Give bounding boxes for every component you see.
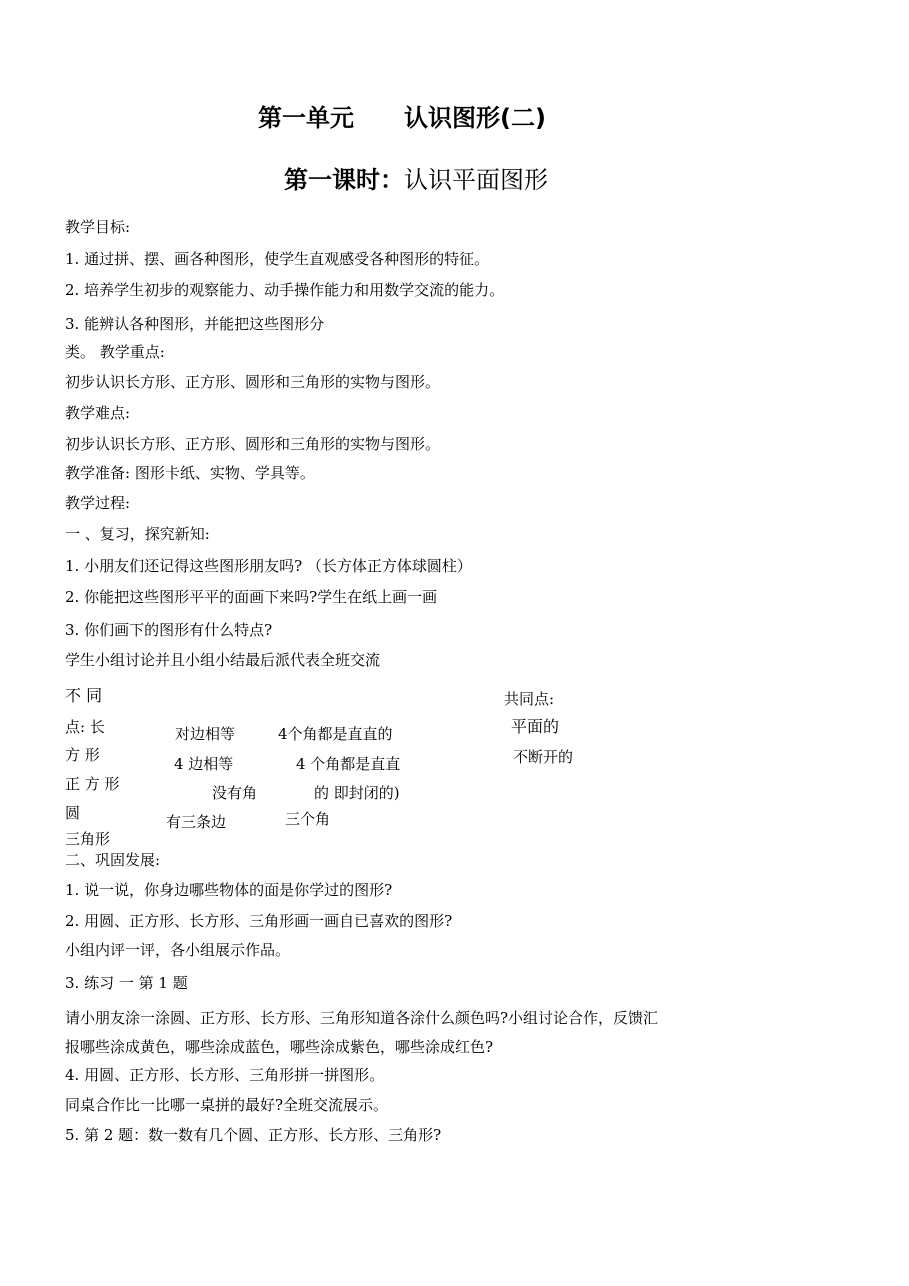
practice-2: 2. 用圆、正方形、长方形、三角形画一画自已喜欢的图形? <box>65 912 453 930</box>
question-3: 3. 你们画下的图形有什么特点? <box>65 621 273 639</box>
lesson-title <box>284 166 548 194</box>
goals-heading: 教学目标: <box>65 218 131 236</box>
difference-label-2: 点: 长 <box>65 718 105 736</box>
process-heading: 教学过程: <box>65 494 131 512</box>
practice-3: 3. 练习 一 第 1 题 <box>65 974 188 992</box>
practice-2-note: 小组内评一评，各小组展示作品。 <box>65 941 291 959</box>
shape-circle-label: 圆 <box>65 804 81 822</box>
practice-5: 5. 第 2 题：数一数有几个圆、正方形、长方形、三角形? <box>65 1126 442 1144</box>
goal-3: 3. 能辨认各种图形，并能把这些图形分 <box>65 315 325 333</box>
common-heading: 共同点: <box>504 690 555 708</box>
goal-1: 1. 通过拼、摆、画各种图形，使学生直观感受各种图形的特征。 <box>65 250 490 268</box>
practice-3-text-2: 报哪些涂成黄色，哪些涂成蓝色，哪些涂成紫色，哪些涂成红色? <box>65 1038 494 1056</box>
unit-label: 第一单元 <box>258 104 354 132</box>
shape-rectangle-label: 方 形 <box>65 746 100 764</box>
question-1: 1. 小朋友们还记得这些图形朋友吗? （长方体正方体球圆柱） <box>65 557 472 575</box>
shape-triangle-label: 三角形 <box>65 830 111 848</box>
lesson-name: 认识平面图形 <box>404 166 548 194</box>
practice-4-note: 同桌合作比一比哪一桌拼的最好?全班交流展示。 <box>65 1096 389 1114</box>
section-2-heading: 二、巩固发展: <box>65 851 161 869</box>
triangle-feature-2: 三个角 <box>285 810 331 828</box>
shape-square-label: 正 方 形 <box>65 775 120 793</box>
rectangle-feature-1: 对边相等 <box>175 725 236 743</box>
section-1-heading: 一 、复习，探究新知: <box>65 525 210 543</box>
topic-label: 认识图形(二) <box>404 104 546 132</box>
circle-feature-2: 的 即封闭的) <box>314 784 400 802</box>
focus-text: 初步认识长方形、正方形、圆形和三角形的实物与图形。 <box>65 373 441 391</box>
prep-text: 教学准备: 图形卡纸、实物、学具等。 <box>65 464 315 482</box>
difference-label-1: 不 同 <box>65 686 103 705</box>
document-title <box>258 104 546 132</box>
goal-2: 2. 培养学生初步的观察能力、动手操作能力和用数学交流的能力。 <box>65 281 505 299</box>
common-feature-2: 不断开的 <box>513 748 574 766</box>
circle-feature-1: 没有角 <box>212 784 258 802</box>
practice-3-text-1: 请小朋友涂一涂圆、正方形、长方形、三角形知道各涂什么颜色吗?小组讨论合作，反馈汇 <box>65 1009 659 1027</box>
practice-4: 4. 用圆、正方形、长方形、三角形拼一拼图形。 <box>65 1066 385 1084</box>
difficulty-heading: 教学难点: <box>65 404 131 422</box>
triangle-feature-1: 有三条边 <box>166 813 227 831</box>
common-feature-1: 平面的 <box>511 717 560 736</box>
lesson-label: 第一课时： <box>284 165 404 194</box>
goal-3-continued: 类。 教学重点: <box>65 343 165 361</box>
square-feature-1: 4 边相等 <box>174 755 234 773</box>
question-2: 2. 你能把这些图形平平的面画下来吗?学生在纸上画一画 <box>65 588 438 606</box>
discussion-text: 学生小组讨论并且小组小结最后派代表全班交流 <box>65 651 381 669</box>
difficulty-text: 初步认识长方形、正方形、圆形和三角形的实物与图形。 <box>65 435 441 453</box>
square-feature-2: 4 个角都是直直 <box>296 755 401 773</box>
practice-1: 1. 说一说，你身边哪些物体的面是你学过的图形? <box>65 881 393 899</box>
rectangle-feature-2: 4个角都是直直的 <box>278 725 393 743</box>
